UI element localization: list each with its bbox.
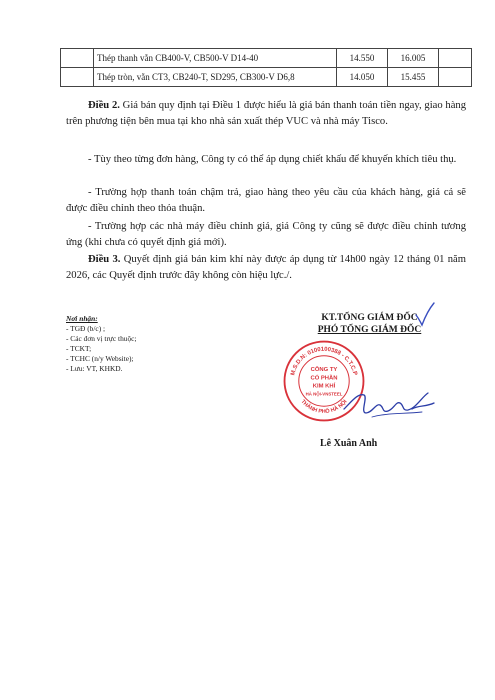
seal-inner-text: HÀ NỘI-VNSTEEL xyxy=(305,391,343,397)
product-cell: Thép thanh vằn CB400-V, CB500-V D14-40 xyxy=(94,49,337,68)
seal-ring-text: M.S.D.N: 0100100388 - C.T.C.P xyxy=(290,346,358,377)
article-2-bullet: - Trường hợp thanh toán chậm trả, giao hàng theo yêu cầu của khách hàng, giá cả sẽ được điều chỉnh theo thỏa thuận. xyxy=(66,187,466,214)
table-cell-blank xyxy=(439,68,472,87)
signer-name: Lê Xuân Anh xyxy=(320,438,378,449)
table-row xyxy=(61,68,472,87)
recipient-item: - TCKT; xyxy=(66,344,92,353)
seal-inner-text: CÔNG TY xyxy=(310,366,338,373)
table-row xyxy=(61,49,472,68)
signer-subtitle: PHÓ TỔNG GIÁM ĐỐC xyxy=(317,325,422,335)
table-cell-blank xyxy=(439,49,472,68)
article-2-label: Điều 2. xyxy=(88,100,120,111)
seal-bottom-text: THÀNH PHỐ HÀ NỘI xyxy=(299,398,349,415)
price-cell: 14.050 xyxy=(337,68,388,87)
article-3-label: Điều 3. xyxy=(88,254,121,265)
recipient-item: - Lưu: VT, KHKD. xyxy=(66,364,123,373)
seal-inner-text: KIM KHÍ xyxy=(312,383,336,390)
recipient-item: - Các đơn vị trực thuộc; xyxy=(66,334,137,343)
article-2-text: Giá bán quy định tại Điều 1 được hiểu là giá bán thanh toán tiền ngay, giao hàng trên phương tiện bên mua tại kho nhà sản xuất thép VUC và nhà máy Tisco. xyxy=(66,100,466,127)
recipient-item: - TCHC (n/y Website); xyxy=(66,354,134,363)
price-cell: 15.455 xyxy=(388,68,439,87)
article-3-paragraph xyxy=(66,252,466,283)
recipients-title: Nơi nhận: xyxy=(66,314,98,323)
price-cell: 14.550 xyxy=(337,49,388,68)
recipients-block xyxy=(66,314,256,374)
price-table xyxy=(60,48,472,87)
seal-inner-text: CỔ PHẦN xyxy=(310,375,338,382)
article-3-text: Quyết định giá bán kim khí này được áp dụng từ 14h00 ngày 12 tháng 01 năm 2026, các Quyết định trước đây không còn hiệu lực./. xyxy=(66,254,466,281)
check-mark-icon xyxy=(414,301,436,327)
price-cell: 16.005 xyxy=(388,49,439,68)
product-cell: Thép tròn, vằn CT3, CB240-T, SD295, CB300-V D6,8 xyxy=(94,68,337,87)
recipient-item: - TGĐ (b/c) ; xyxy=(66,324,106,333)
article-2-bullet: - Trường hợp các nhà máy điều chỉnh giá, giá Công ty cũng sẽ được điều chỉnh tương ứng (khi chưa có quyết định giá mới). xyxy=(66,221,466,248)
table-cell-blank xyxy=(61,68,94,87)
article-2-bullet: - Tùy theo từng đơn hàng, Công ty có thể áp dụng chiết khấu để khuyến khích tiêu thụ. xyxy=(88,154,457,165)
table-cell-blank xyxy=(61,49,94,68)
signer-title: KT.TỔNG GIÁM ĐỐC xyxy=(321,313,418,323)
handwritten-signature xyxy=(342,383,437,423)
article-2-paragraph xyxy=(66,98,466,129)
